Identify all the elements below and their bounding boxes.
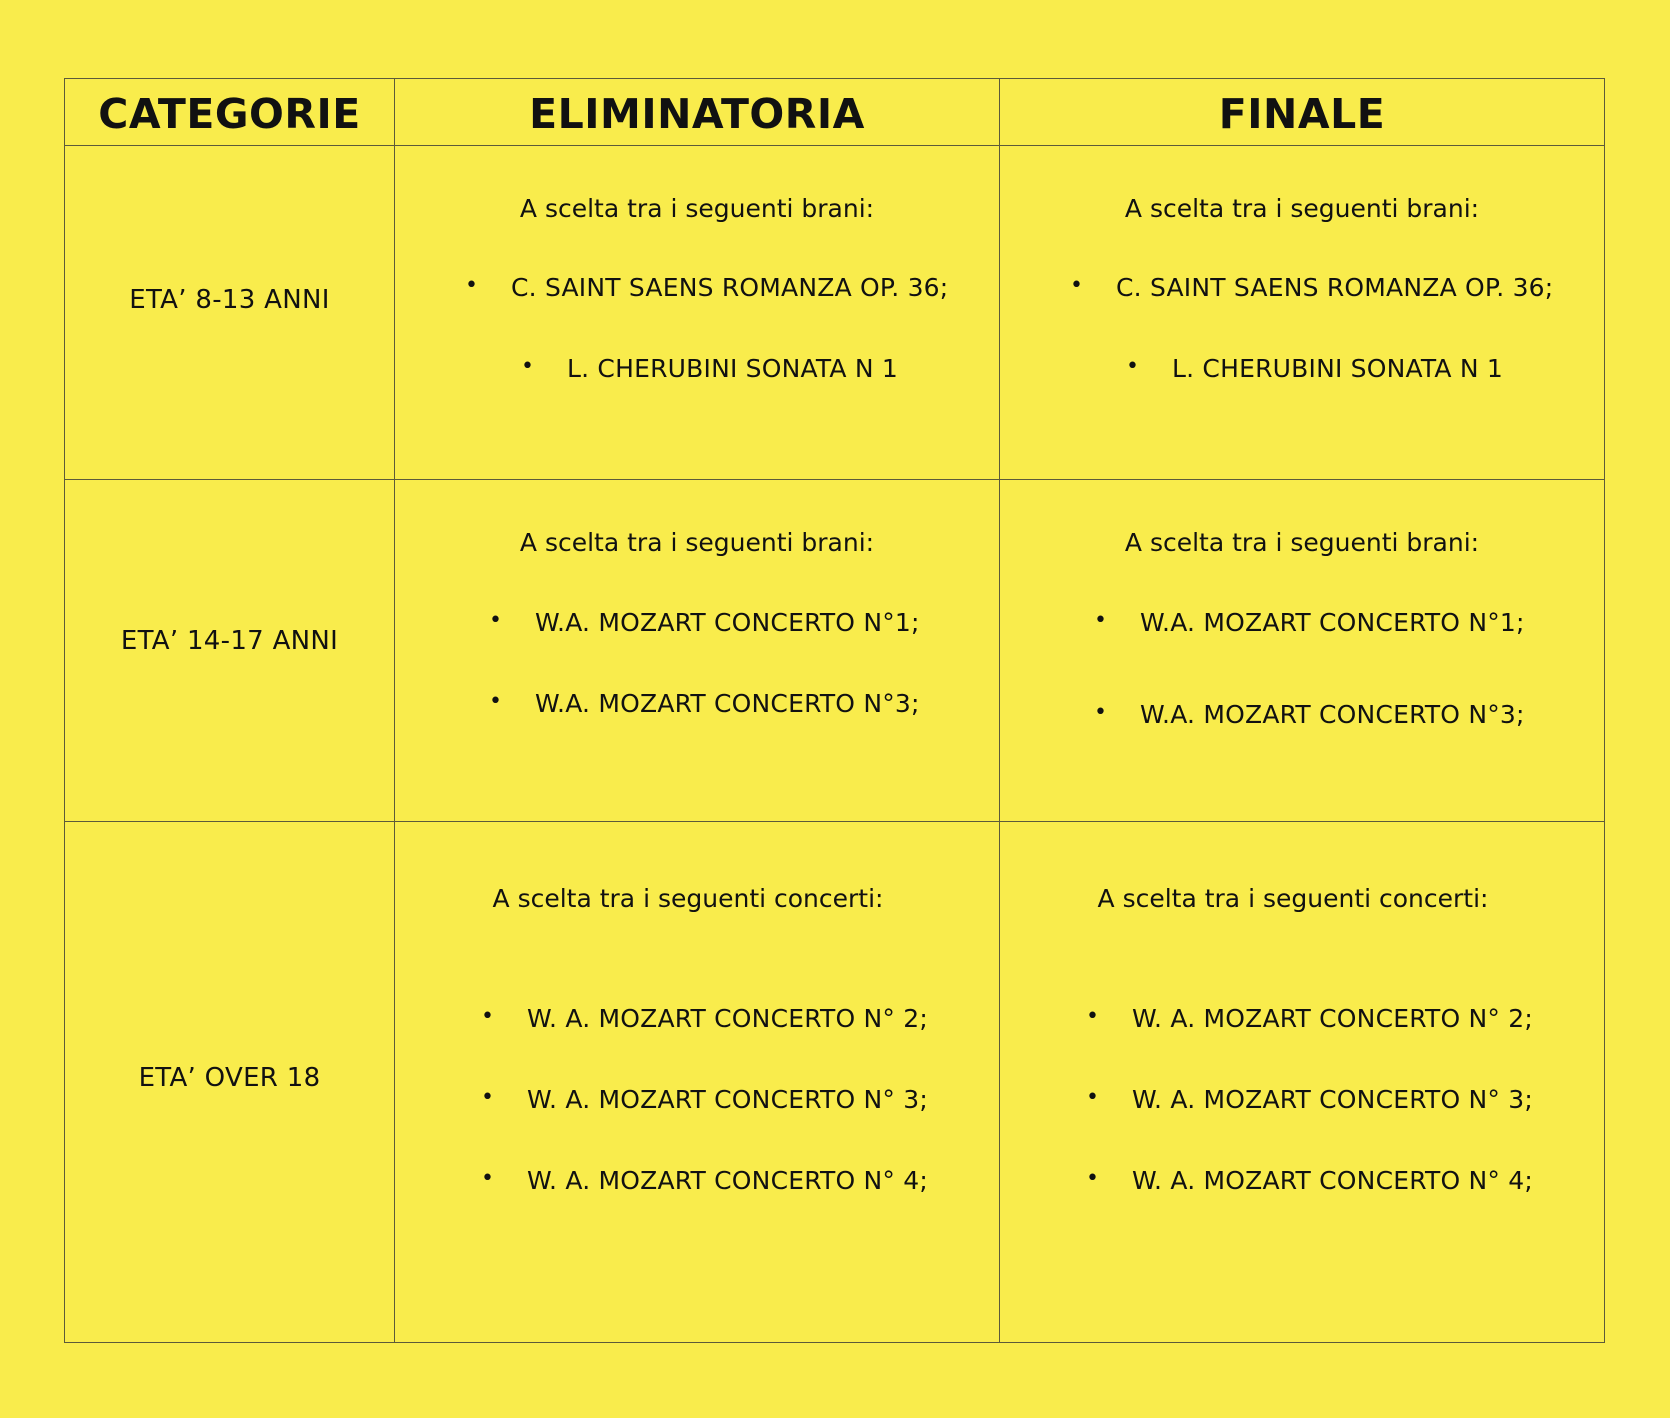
intro-text: A scelta tra i seguenti brani: <box>1124 194 1480 223</box>
bullet-icon: • <box>481 1004 495 1029</box>
eliminatoria-row-3 <box>395 822 1000 1342</box>
list-item <box>489 608 920 637</box>
list-item-text: W.A. MOZART CONCERTO N°1; <box>535 608 920 637</box>
intro-text: A scelta tra i seguenti concerti: <box>492 884 884 913</box>
list-item <box>1070 273 1554 302</box>
bullet-icon: • <box>1086 1085 1100 1110</box>
category-label: ETA’ 14-17 ANNI <box>120 625 339 656</box>
category-row-1 <box>65 146 395 480</box>
finale-row-3 <box>1000 822 1604 1342</box>
bullet-icon: • <box>1086 1166 1100 1191</box>
list-item <box>1086 1166 1533 1195</box>
list-item-text: W.A. MOZART CONCERTO N°1; <box>1140 608 1525 637</box>
list-item-text: W.A. MOZART CONCERTO N°3; <box>1140 700 1525 729</box>
bullet-icon: • <box>1070 273 1084 298</box>
bullet-icon: • <box>1094 608 1108 633</box>
category-row-2 <box>65 480 395 822</box>
list-item <box>465 273 949 302</box>
bullet-icon: • <box>1094 700 1108 725</box>
intro-text: A scelta tra i seguenti brani: <box>519 528 875 557</box>
bullet-icon: • <box>1126 354 1140 379</box>
list-item-text: W. A. MOZART CONCERTO N° 3; <box>1132 1085 1533 1114</box>
list-item <box>481 1085 928 1114</box>
list-item-text: W. A. MOZART CONCERTO N° 4; <box>1132 1166 1533 1195</box>
list-item <box>521 354 899 383</box>
category-row-3 <box>65 822 395 1342</box>
header-finale: FINALE <box>1000 79 1604 146</box>
list-item-text: C. SAINT SAENS ROMANZA OP. 36; <box>1116 273 1554 302</box>
bullet-icon: • <box>489 689 503 714</box>
list-item-text: C. SAINT SAENS ROMANZA OP. 36; <box>511 273 949 302</box>
bullet-icon: • <box>521 354 535 379</box>
intro-text: A scelta tra i seguenti brani: <box>519 194 875 223</box>
intro-text: A scelta tra i seguenti concerti: <box>1097 884 1489 913</box>
list-item-text: L. CHERUBINI SONATA N 1 <box>567 354 899 383</box>
list-item-text: W. A. MOZART CONCERTO N° 2; <box>1132 1004 1533 1033</box>
header-categorie: CATEGORIE <box>65 79 395 146</box>
list-item <box>1086 1085 1533 1114</box>
bullet-icon: • <box>481 1166 495 1191</box>
list-item <box>1094 608 1525 637</box>
repertoire-table <box>64 78 1605 1343</box>
bullet-icon: • <box>465 273 479 298</box>
eliminatoria-row-1 <box>395 146 1000 480</box>
list-item <box>481 1166 928 1195</box>
category-label: ETA’ 8-13 ANNI <box>129 284 330 315</box>
finale-row-2 <box>1000 480 1604 822</box>
intro-text: A scelta tra i seguenti brani: <box>1124 528 1480 557</box>
list-item-text: W. A. MOZART CONCERTO N° 4; <box>527 1166 928 1195</box>
list-item-text: L. CHERUBINI SONATA N 1 <box>1172 354 1504 383</box>
list-item <box>1094 700 1525 729</box>
eliminatoria-row-2 <box>395 480 1000 822</box>
list-item <box>1126 354 1504 383</box>
list-item <box>489 689 920 718</box>
header-eliminatoria: ELIMINATORIA <box>395 79 1000 146</box>
list-item-text: W. A. MOZART CONCERTO N° 3; <box>527 1085 928 1114</box>
list-item <box>481 1004 928 1033</box>
bullet-icon: • <box>481 1085 495 1110</box>
bullet-icon: • <box>1086 1004 1100 1029</box>
list-item-text: W. A. MOZART CONCERTO N° 2; <box>527 1004 928 1033</box>
category-label: ETA’ OVER 18 <box>138 1063 321 1093</box>
list-item-text: W.A. MOZART CONCERTO N°3; <box>535 689 920 718</box>
bullet-icon: • <box>489 608 503 633</box>
list-item <box>1086 1004 1533 1033</box>
finale-row-1 <box>1000 146 1604 480</box>
